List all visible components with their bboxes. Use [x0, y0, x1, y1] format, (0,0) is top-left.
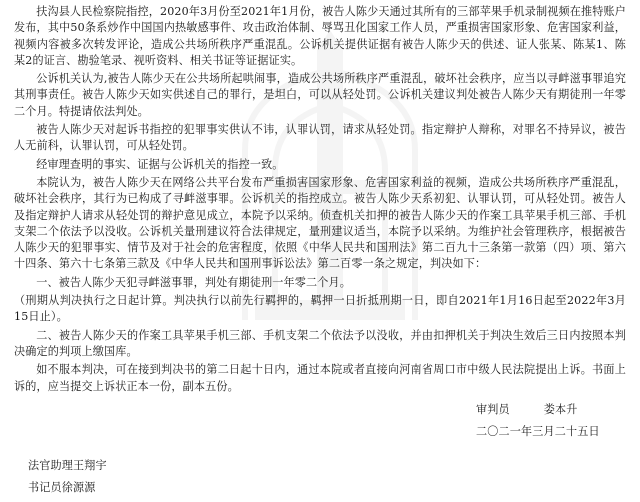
sentence-term-note: （刑期从判决执行之日起计算。判决执行以前先行羁押的，羁押一日折抵刑期一日，即自2021年1月16日起至2022年3月15日止）。: [14, 294, 626, 324]
signature-block: [14, 399, 626, 443]
judge-name: 娄本升: [543, 402, 578, 416]
clerk-block: [14, 455, 626, 499]
court-opinion-paragraph: 本院认为，被告人陈少天在网络公共平台发布严重损害国家形象、危害国家利益的视频，造成公共场所秩序严重混乱，破坏社会秩序，其行为已构成了寻衅滋事罪。公诉机关的指控成立。被告人陈少天系初犯、认罪认罚，可从轻处罚。被告人及指定辩护人请求从轻处罚的辩护意见成立，本院予以采纳。侦查机关扣押的被告人陈少天的作案工具苹果手机三部、手机支架二个依法予以没收。公诉机关量刑建议符合法律规定，量刑建议适当，本院予以采纳。为维护社会管理秩序，根据被告人陈少天的犯罪事实、情节及对于社会的危害程度，依照《中华人民共和国刑法》第二百九十三条第一款第（四）项、第六十四条、第六十七条第三款及《中华人民共和国刑事诉讼法》第二百零一条之规定，判决如下：: [14, 175, 626, 271]
verdict-item-two: 二、被告人陈少天的作案工具苹果手机三部、手机支架二个依法予以没收，并由扣押机关于判决生效后三日内按照本判决确定的判项上缴国库。: [14, 328, 626, 358]
facts-found-paragraph: 经审理查明的事实、证据与公诉机关的指控一致。: [36, 157, 284, 171]
prosecution-allegation-paragraph: 扶沟县人民检察院指控，2020年3月份至2021年1月份，被告人陈少天通过其所有的三部苹果手机录制视频在推特账户发布，其中50条系炒作中国国内热敏感事件、攻击政治体制、辱骂丑化国家工作人员，严重损害国家形象、危害国家利益，视频内容被多次转发评论，造成公共场所秩序严重混乱。公诉机关提供证据有被告人陈少天的供述、证人张某、陈某1、陈某2的证言、勘验笔录、视听资料、相关书证等证据证实。: [14, 5, 626, 67]
verdict-item-one: 一、被告人陈少天犯寻衅滋事罪，判处有期徒刑一年零二个月。: [36, 275, 352, 289]
judge-assistant: 法官助理王翔宇: [28, 458, 107, 472]
judgment-date: 二〇二一年三月二十五日: [476, 424, 600, 438]
judge-title: 审判员: [476, 402, 510, 416]
court-recorder: 书记员徐源源: [28, 480, 96, 494]
defendant-statement-paragraph: 被告人陈少天对起诉书指控的犯罪事实供认不讳，认罪认罚，请求从轻处罚。指定辩护人辩称，对罪名不持异议，被告人无前科，认罪认罚，可从轻处罚。: [14, 123, 626, 153]
appeal-notice-paragraph: 如不服本判决，可在接到判决书的第二日起十日内，通过本院或者直接向河南省周口市中级人民法院提出上诉。书面上诉的，应当提交上诉状正本一份，副本五份。: [14, 363, 626, 393]
prosecution-opinion-paragraph: 公诉机关认为,被告人陈少天在公共场所起哄闹事，造成公共场所秩序严重混乱，破坏社会秩序，应当以寻衅滋事罪追究其刑事责任。被告人陈少天如实供述自己的罪行，是坦白，可以从轻处罚。公诉机关建议判处被告人陈少天有期徒刑一年零二个月。特提请依法判处。: [14, 72, 626, 118]
judge-line: [476, 399, 626, 421]
